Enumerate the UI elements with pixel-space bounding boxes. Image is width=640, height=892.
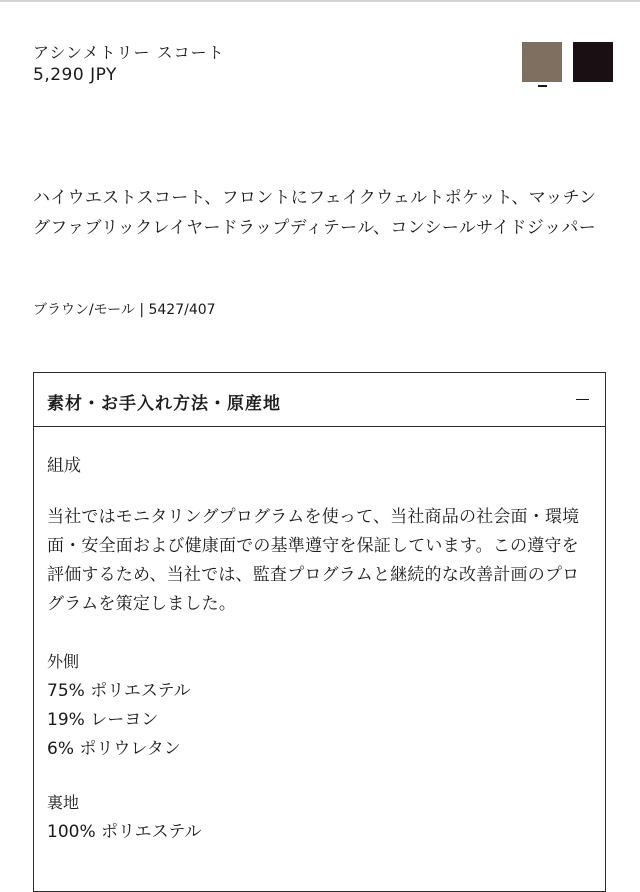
materials-accordion bbox=[33, 372, 606, 892]
product-name: アシンメトリー スコート bbox=[33, 43, 225, 62]
composition-heading: 組成 bbox=[47, 456, 81, 476]
accordion-title: 素材・お手入れ方法・原産地 bbox=[47, 394, 281, 414]
color-swatch-black[interactable] bbox=[573, 42, 613, 82]
minus-icon[interactable] bbox=[576, 399, 589, 400]
accordion-header[interactable] bbox=[34, 373, 605, 427]
selected-swatch-indicator bbox=[538, 85, 547, 87]
product-description: ハイウエストスコート、フロントにフェイクウェルトポケット、マッチングファブリックレイヤードラップディテール、コンシールサイドジッパー bbox=[33, 188, 597, 238]
outer-heading: 外側 bbox=[47, 652, 80, 671]
color-swatch-brown-mole[interactable] bbox=[522, 42, 562, 82]
outer-material-line: 6% ポリウレタン bbox=[47, 739, 181, 759]
outer-material-line: 19% レーヨン bbox=[47, 710, 159, 730]
compliance-text: 当社ではモニタリングプログラムを使って、当社商品の社会面・環境面・安全面および健康面での基準遵守を保証しています。この遵守を評価するため、当社では、監査プログラムと継続的な改善計画のプログラムを策定しました。 bbox=[47, 507, 580, 614]
product-price: 5,290 JPY bbox=[33, 65, 117, 85]
lining-material-line: 100% ポリエステル bbox=[47, 822, 202, 842]
outer-material-line: 75% ポリエステル bbox=[47, 681, 191, 701]
lining-heading: 裏地 bbox=[47, 793, 80, 812]
color-and-sku: ブラウン/モール | 5427/407 bbox=[33, 302, 216, 318]
top-divider bbox=[0, 0, 640, 2]
